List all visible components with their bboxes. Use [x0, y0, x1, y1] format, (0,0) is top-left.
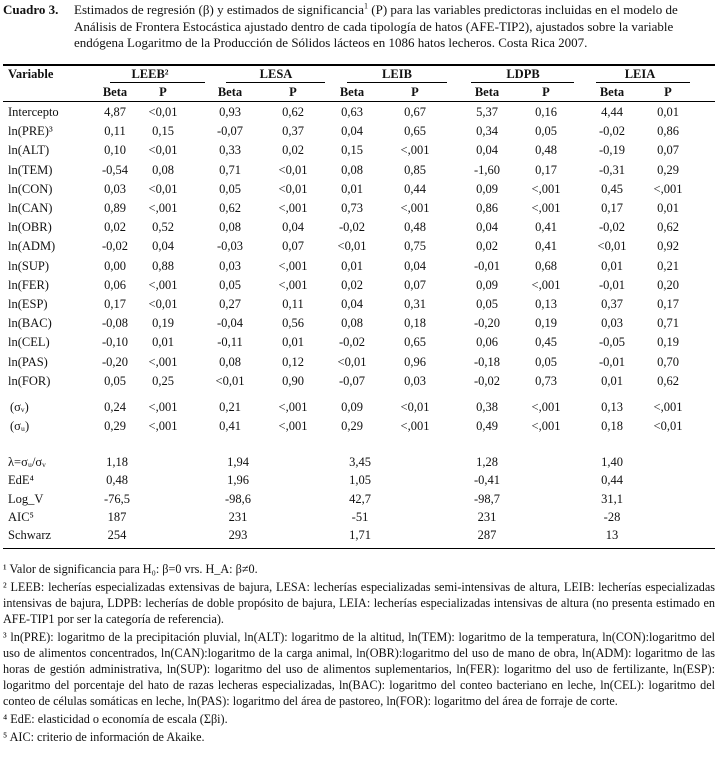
header-group: LEIA [624, 67, 656, 81]
row-label: ln(CON) [8, 181, 53, 196]
table-cell: 0,13 [535, 297, 557, 311]
table-cell: <,001 [148, 419, 178, 433]
row-label: λ=σᵤ/σᵥ [8, 455, 46, 469]
table-cell: 0,34 [476, 124, 498, 139]
table-cell: -0,04 [216, 316, 244, 331]
row-label: ln(ESP) [8, 297, 48, 311]
header-group: LESA [259, 67, 293, 81]
table-cell: -0,01 [598, 277, 626, 292]
table-cell: 31,1 [601, 491, 623, 506]
table-cell: 287 [477, 528, 497, 543]
table-cell: 0,07 [282, 239, 304, 254]
table-cell: 0,18 [404, 316, 426, 331]
table-cell: <0,01 [337, 354, 367, 369]
table-cell: 0,13 [601, 400, 623, 414]
table-cell: -98,6 [224, 491, 252, 506]
row-label: (σᵥ) [10, 400, 29, 414]
table-cell: 0,04 [476, 143, 498, 158]
table-cell: 0,02 [282, 143, 304, 158]
table-cell: 0,19 [657, 335, 679, 350]
table-cell: 0,52 [152, 220, 174, 235]
table-cell: 0,86 [476, 201, 498, 215]
table-cell: 0,88 [152, 258, 174, 273]
row-label: ln(PRE)³ [8, 124, 53, 139]
table-cell: <0,01 [148, 105, 178, 119]
table-caption [3, 2, 715, 52]
table-cell: 0,11 [282, 297, 304, 311]
table-cell: 0,70 [657, 354, 679, 369]
row-label: ln(ADM) [8, 239, 56, 254]
table-cell: 1,96 [227, 473, 249, 488]
table-cell: -0,02 [338, 335, 366, 350]
table-cell: 0,11 [104, 124, 126, 139]
table-cell: -0,02 [473, 373, 501, 388]
group-rule [596, 82, 690, 83]
table-cell: 0,15 [152, 124, 174, 139]
header-group: LDPB [506, 67, 540, 81]
table-cell: 0,08 [219, 354, 241, 369]
header-sub: Beta [339, 85, 365, 99]
footnote-5: ⁵ AIC: criterio de información de Akaike. [3, 730, 205, 744]
table-cell: 0,02 [104, 220, 126, 235]
table-cell: -76,5 [103, 491, 131, 506]
table-cell: -0,20 [473, 316, 501, 331]
table-cell: 0,01 [152, 335, 174, 350]
table-cell: -51 [351, 509, 369, 524]
group-rule [471, 82, 574, 83]
table-bottom-rule [3, 548, 715, 549]
table-cell: <0,01 [148, 181, 178, 196]
table-cell: 0,37 [282, 124, 304, 139]
table-cell: 0,67 [404, 105, 426, 119]
table-cell: <,001 [278, 400, 308, 414]
table-cell: 0,04 [476, 220, 498, 235]
table-cell: 0,00 [104, 258, 126, 273]
table-cell: 0,01 [341, 258, 363, 273]
table-cell: -0,54 [101, 162, 129, 177]
header-sub: Beta [474, 85, 500, 99]
table-cell: <0,01 [278, 181, 308, 196]
row-label: ln(OBR) [8, 220, 52, 235]
row-label: EdE⁴ [8, 473, 34, 488]
table-cell: <,001 [531, 400, 561, 414]
table-cell: 0,29 [657, 162, 679, 177]
table-cell: 0,19 [152, 316, 174, 331]
table-cell: 0,33 [219, 143, 241, 158]
caption-text: Estimados de regresión (β) y estimados de significancia$^1$ (P) para las variables predictoras incluidas en el modelo de Análisis de Frontera Estocástica ajustado dentro de cada tipología de hatos (AFE-TIP2), ajustados sobre la variable endógena Logaritmo de la Producción de Sólidos lácteos en 1086 hatos lecheros. Costa Rica 2007. [74, 1, 678, 50]
table-cell: 0,37 [601, 297, 623, 311]
table-cell: 0,17 [104, 297, 126, 311]
table-cell: 0,09 [341, 400, 363, 414]
table-cell: 0,04 [152, 239, 174, 254]
table-cell: 0,17 [657, 297, 679, 311]
row-label: ln(ALT) [8, 143, 50, 158]
row-label: ln(FER) [8, 277, 49, 292]
table-cell: 0,12 [282, 354, 304, 369]
table-cell: 0,96 [404, 354, 426, 369]
table-cell: <,001 [278, 277, 308, 292]
table-cell: 0,08 [219, 220, 241, 235]
table-cell: 0,07 [657, 143, 679, 158]
table-cell: 0,08 [341, 316, 363, 331]
table-cell: <,001 [531, 419, 561, 433]
table-cell: <0,01 [597, 239, 627, 254]
table-cell: 1,94 [227, 455, 249, 469]
table-cell: 1,05 [349, 473, 371, 488]
table-cell: -0,41 [473, 473, 501, 488]
header-sub: Beta [217, 85, 243, 99]
header-sub: Beta [102, 85, 128, 99]
row-label: ln(FOR) [8, 373, 51, 388]
table-cell: -98,7 [473, 491, 501, 506]
table-cell: <,001 [531, 201, 561, 215]
table-cell: 0,38 [476, 400, 498, 414]
table-cell: 0,04 [282, 220, 304, 235]
table-cell: 0,03 [219, 258, 241, 273]
footnote-3: ³ ln(PRE): logaritmo de la precipitación pluvial, ln(ALT): logaritmo de la altitud, ln(TEM): logaritmo de la temperatura, ln(CON):logaritmo del uso de alimentos concentrados, ln(CAN):logaritmo de la carga animal, ln(OBR):logaritmo del uso de mano de obra, ln(ADM): logaritmo de las horas de gestión administrativa, ln(SUP): logaritmo del uso de alimentos suplementarios, ln(FER): logaritmo del uso de fertilizante, ln(ESP): logaritmo del porcentaje del hato de razas lecheras especializadas, ln(BAC): logaritmo del conteo bacteriano en leche, ln(CEL): logaritmo del conteo de células somáticas en leche, ln(PAS): logaritmo del área de pastoreo, ln(FOR): logaritmo del área de forraje de corte. [3, 630, 715, 708]
table-cell: <,001 [148, 277, 178, 292]
table-cell: 1,18 [106, 455, 128, 469]
table-cell: 0,41 [219, 419, 241, 433]
table-cell: 0,65 [404, 124, 426, 139]
row-label: ln(TEM) [8, 162, 53, 177]
table-cell: 0,05 [535, 354, 557, 369]
table-cell: <,001 [278, 201, 308, 215]
table-cell: <,001 [531, 277, 561, 292]
table-cell: -0,01 [473, 258, 501, 273]
table-cell: <,001 [148, 201, 178, 215]
table-cell: -28 [603, 509, 621, 524]
row-label: Intercepto [8, 105, 59, 119]
table-cell: 254 [107, 528, 127, 543]
table-cell: 0,27 [219, 297, 241, 311]
table-cell: <0,01 [400, 400, 430, 414]
table-cell: 0,89 [104, 201, 126, 215]
table-cell: <0,01 [148, 143, 178, 158]
table-cell: 0,02 [476, 239, 498, 254]
group-rule [347, 82, 447, 83]
table-cell: 0,07 [404, 277, 426, 292]
table-cell: 0,75 [404, 239, 426, 254]
table-cell: 0,71 [219, 162, 241, 177]
header-group: LEIB [382, 67, 412, 81]
table-cell: 0,62 [657, 373, 679, 388]
table-cell: 0,18 [601, 419, 623, 433]
table-cell: -0,08 [101, 316, 129, 331]
table-cell: 0,03 [404, 373, 426, 388]
table-cell: 0,05 [535, 124, 557, 139]
table-cell: <,001 [653, 181, 683, 196]
header-sub: P [542, 85, 550, 99]
table-cell: 0,06 [476, 335, 498, 350]
footnotes [3, 561, 715, 747]
table-cell: 0,63 [341, 105, 363, 119]
header-group: LEEB² [131, 67, 169, 81]
table-cell: 5,37 [476, 105, 498, 119]
table-cell: 0,08 [341, 162, 363, 177]
table-cell: 0,92 [657, 239, 679, 254]
table-cell: -0,05 [598, 335, 626, 350]
table-cell: 0,20 [657, 277, 679, 292]
group-rule [110, 82, 205, 83]
table-cell: <,001 [400, 143, 430, 158]
table-cell: 0,62 [657, 220, 679, 235]
table-cell: <,001 [531, 181, 561, 196]
table-cell: <,001 [400, 419, 430, 433]
table-cell: <0,01 [337, 239, 367, 254]
table-cell: 0,05 [476, 297, 498, 311]
table-cell: 0,01 [601, 258, 623, 273]
table-cell: 0,02 [341, 277, 363, 292]
table-cell: -0,01 [598, 354, 626, 369]
table-cell: 0,08 [152, 162, 174, 177]
table-cell: 0,45 [535, 335, 557, 350]
table-cell: 187 [107, 509, 127, 524]
table-cell: 0,17 [535, 162, 557, 177]
table-cell: 0,41 [535, 239, 557, 254]
table-cell: 0,90 [282, 373, 304, 388]
table-cell: 0,73 [341, 201, 363, 215]
table-cell: 0,09 [476, 181, 498, 196]
table-cell: 0,04 [341, 124, 363, 139]
table-cell: 0,17 [601, 201, 623, 215]
table-cell: -0,31 [598, 162, 626, 177]
table-cell: <,001 [148, 400, 178, 414]
table-cell: 0,85 [404, 162, 426, 177]
table-cell: 0,01 [657, 201, 679, 215]
table-cell: 0,01 [657, 105, 679, 119]
table-cell: 0,21 [219, 400, 241, 414]
table-cell: <0,01 [148, 297, 178, 311]
table-cell: -1,60 [473, 162, 501, 177]
table-cell: 0,49 [476, 419, 498, 433]
table-cell: 0,48 [404, 220, 426, 235]
table-cell: 0,45 [601, 181, 623, 196]
table-cell: 0,03 [601, 316, 623, 331]
table-cell: 13 [605, 528, 619, 543]
table-cell: 0,44 [601, 473, 623, 488]
table-cell: 0,01 [341, 181, 363, 196]
table-cell: 0,93 [219, 105, 241, 119]
table-cell: -0,20 [101, 354, 129, 369]
table-cell: 4,44 [601, 105, 623, 119]
table-cell: 0,48 [535, 143, 557, 158]
table-cell: 1,40 [601, 455, 623, 469]
table-top-rule [3, 64, 715, 66]
table-cell: 0,05 [104, 373, 126, 388]
table-cell: <,001 [400, 201, 430, 215]
table-cell: 0,29 [341, 419, 363, 433]
table-cell: 0,16 [535, 105, 557, 119]
table-cell: -0,02 [598, 220, 626, 235]
table-cell: <0,01 [278, 162, 308, 177]
table-cell: 1,28 [476, 455, 498, 469]
table-cell: 0,41 [535, 220, 557, 235]
table-cell: 0,44 [404, 181, 426, 196]
table-cell: 0,04 [341, 297, 363, 311]
table-cell: 0,25 [152, 373, 174, 388]
table-cell: -0,03 [216, 239, 244, 254]
table-cell: 0,15 [341, 143, 363, 158]
table-cell: 4,87 [104, 105, 126, 119]
table-cell: 231 [228, 509, 248, 524]
table-cell: -0,10 [101, 335, 129, 350]
table-cell: 0,19 [535, 316, 557, 331]
table-cell: 0,48 [106, 473, 128, 488]
group-rule [226, 82, 325, 83]
table-cell: 0,31 [404, 297, 426, 311]
table-cell: 0,68 [535, 258, 557, 273]
table-cell: 0,71 [657, 316, 679, 331]
footnote-4: ⁴ EdE: elasticidad o economía de escala (Σβi). [3, 712, 228, 726]
table-cell: <,001 [278, 258, 308, 273]
row-label: ln(BAC) [8, 316, 52, 331]
table-cell: 42,7 [349, 491, 371, 506]
row-label: Log_V [8, 491, 44, 506]
table-cell: -0,02 [101, 239, 129, 254]
footnote-2: ² LEEB: lecherías especializadas extensivas de bajura, LESA: lecherías especializadas semi-intensivas de altura, LEIB: lecherías especializadas intensivas de bajura, LDPB: lecherías de doble propósito de bajura, LEIA: lecherías especializadas intensivas de altura (no presenta estimado en AFE-TIP1 por ser la categoría de referencia). [3, 580, 715, 626]
table-cell: 3,45 [349, 455, 371, 469]
table-cell: 0,29 [104, 419, 126, 433]
header-rule [3, 101, 715, 102]
table-cell: -0,07 [216, 124, 244, 139]
table-cell: 0,06 [104, 277, 126, 292]
table-cell: 0,10 [104, 143, 126, 158]
table-cell: 0,09 [476, 277, 498, 292]
table-cell: 0,01 [282, 335, 304, 350]
table-cell: 0,56 [282, 316, 304, 331]
table-cell: 0,24 [104, 400, 126, 414]
table-cell: 0,62 [282, 105, 304, 119]
table-cell: -0,02 [598, 124, 626, 139]
header-sub: P [289, 85, 297, 99]
row-label: ln(CAN) [8, 201, 53, 215]
table-cell: <0,01 [653, 419, 683, 433]
table-cell: 0,86 [657, 124, 679, 139]
table-cell: -0,19 [598, 143, 626, 158]
table-cell: 231 [477, 509, 497, 524]
header-sub: P [411, 85, 419, 99]
caption-label: Cuadro 3. [3, 2, 59, 17]
table-cell: 293 [228, 528, 248, 543]
table-cell: 0,03 [104, 181, 126, 196]
row-label: ln(PAS) [8, 354, 48, 369]
row-label: ln(CEL) [8, 335, 50, 350]
table-cell: 0,21 [657, 258, 679, 273]
table-cell: -0,02 [338, 220, 366, 235]
row-label: AIC⁵ [8, 509, 34, 524]
row-label: Schwarz [8, 528, 52, 543]
table-cell: -0,18 [473, 354, 501, 369]
table-cell: -0,11 [217, 335, 243, 350]
table-cell: 0,73 [535, 373, 557, 388]
table-cell: 1,71 [349, 528, 371, 543]
table-cell: 0,04 [404, 258, 426, 273]
header-sub: Beta [599, 85, 625, 99]
table-cell: <,001 [148, 354, 178, 369]
row-label: ln(SUP) [8, 258, 49, 273]
table-cell: -0,07 [338, 373, 366, 388]
table-cell: 0,05 [219, 181, 241, 196]
table-cell: 0,05 [219, 277, 241, 292]
table-cell: <0,01 [215, 373, 245, 388]
table-cell: 0,62 [219, 201, 241, 215]
table-cell: <,001 [653, 400, 683, 414]
table-cell: 0,65 [404, 335, 426, 350]
header-sub: P [664, 85, 672, 99]
header-sub: P [159, 85, 167, 99]
table-cell: <,001 [278, 419, 308, 433]
row-label: (σᵤ) [10, 419, 30, 433]
table-cell: 0,01 [601, 373, 623, 388]
footnote-1: ¹ Valor de significancia para H₀: β=0 vrs. H_A: β≠0. [3, 562, 258, 576]
header-variable: Variable [8, 67, 54, 81]
